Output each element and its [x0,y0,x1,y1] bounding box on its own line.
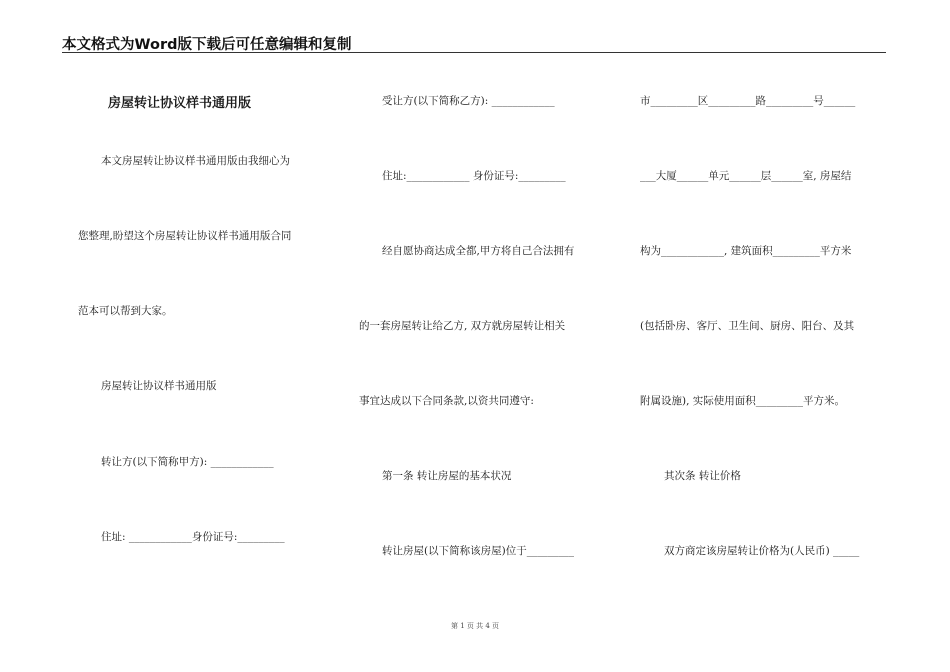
col2-line-2: 住址:____________ 身份证号:_________ [382,170,566,182]
col3-line-5: 附属设施), 实际使用面积_________平方米。 [640,395,846,407]
col1-line-5: 转让方(以下简称甲方): ____________ [101,456,274,468]
col1-line-4: 房屋转让协议样书通用版 [101,380,217,392]
page-indicator: 第 1 页 共 4 页 [450,622,500,630]
header-banner: 本文格式为Word版下载后可任意编辑和复制 [62,37,352,53]
col2-line-3: 经自愿协商达成全都,甲方将自己合法拥有 [382,245,575,257]
document-title: 房屋转让协议样书通用版 [108,96,252,111]
col3-line-4: (包括卧房、客厅、卫生间、厨房、阳台、及其 [640,320,855,332]
col1-line-3: 范本可以帮到大家。 [78,305,173,317]
col3-line-7: 双方商定该房屋转让价格为(人民币) _____ [664,545,860,557]
col2-line-7: 转让房屋(以下简称该房屋)位于_________ [382,545,574,557]
col2-line-5: 事宜达成以下合同条款,以资共同遵守: [359,395,534,407]
col3-line-6: 其次条 转让价格 [664,470,741,482]
col2-line-1: 受让方(以下简称乙方): ____________ [382,95,555,107]
col3-line-2: ___大厦______单元______层______室, 房屋结 [640,170,852,182]
col2-line-4: 的一套房屋转让给乙方, 双方就房屋转让相关 [359,320,566,332]
col1-line-6: 住址: ____________身份证号:_________ [101,531,285,543]
col2-line-6: 第一条 转让房屋的基本状况 [382,470,512,482]
col3-line-3: 构为____________, 建筑面积_________平方米 [640,245,852,257]
header-divider [62,52,886,53]
col1-line-1: 本文房屋转让协议样书通用版由我细心为 [101,155,290,167]
col3-line-1: 市_________区_________路_________号______ [640,95,856,107]
col1-line-2: 您整理,盼望这个房屋转让协议样书通用版合同 [78,230,292,242]
